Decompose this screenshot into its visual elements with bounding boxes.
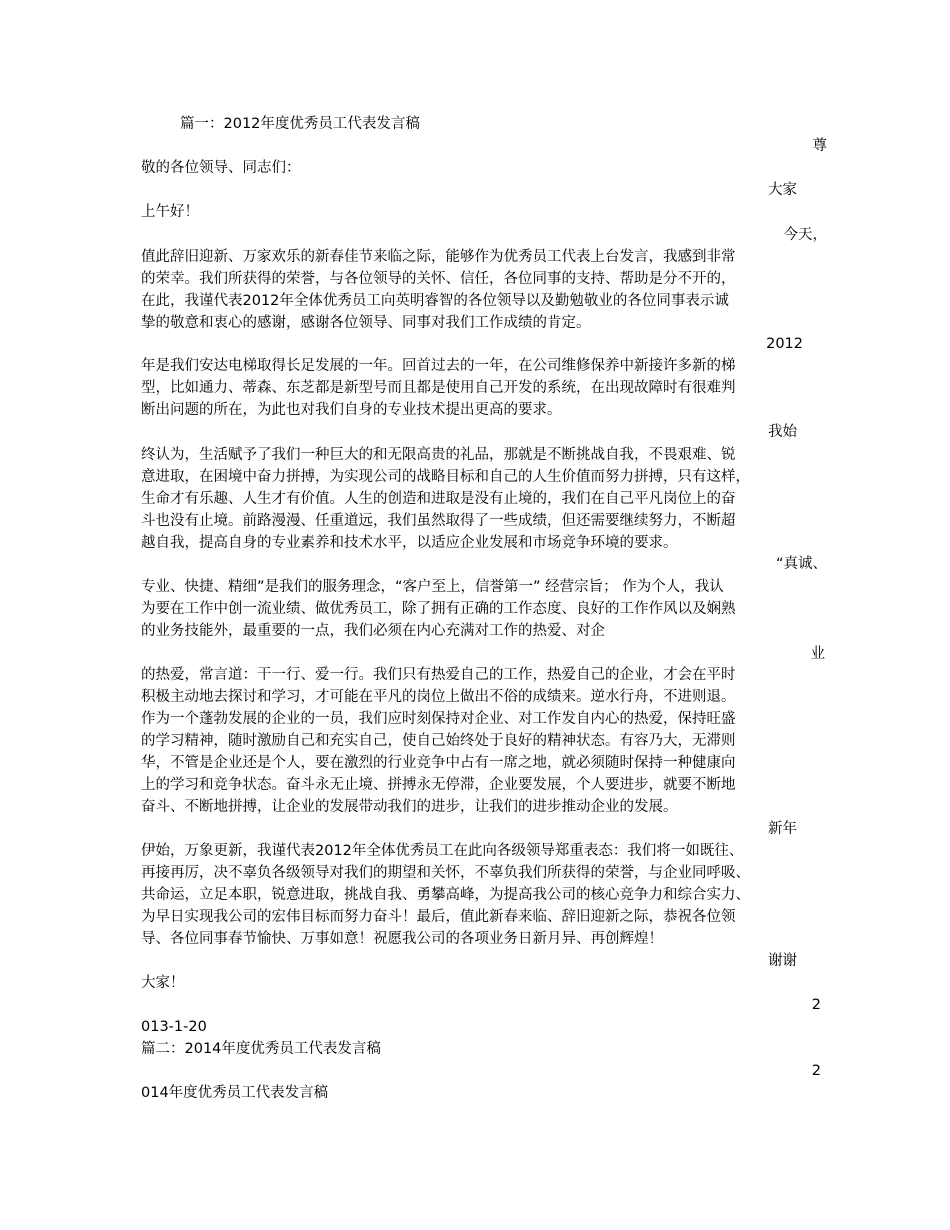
text-line: 奋斗、不断地拼搏，让企业的发展带动我们的进步，让我们的进步推动企业的发展。 <box>141 799 678 815</box>
text-line: 014年度优秀员工代表发言稿 <box>141 1085 329 1101</box>
text-line: 013-1-20 <box>141 1019 207 1035</box>
text-line: “真诚、 <box>775 556 827 572</box>
text-line: 作为一个蓬勃发展的企业的一员，我们应时刻保持对企业、对工作发自内心的热爱，保持旺盛 <box>141 711 736 727</box>
text-line: 敬的各位领导、同志们： <box>141 160 301 176</box>
text-line: 生命才有乐趣、人生才有价值。人生的创造和进取是没有止境的，我们在自己平凡岗位上的奋 <box>141 491 736 507</box>
text-line: 今天， <box>783 227 827 243</box>
text-line: 为早日实现我公司的宏伟目标而努力奋斗！最后，值此新春来临、辞旧迎新之际，恭祝各位领 <box>141 909 736 925</box>
section-title-1: 篇一：2012年度优秀员工代表发言稿 <box>180 116 420 132</box>
text-line: 共命运，立足本职，锐意进取，挑战自我、勇攀高峰，为提高我公司的核心竞争力和综合实力、 <box>141 887 750 903</box>
text-line: 为要在工作中创一流业绩、做优秀员工，除了拥有正确的工作态度、良好的工作作风以及娴熟 <box>141 601 736 617</box>
text-line: 越自我，提高自身的专业素养和技术水平，以适应企业发展和市场竞争环境的要求。 <box>141 535 678 551</box>
text-line: 再接再厉，决不辜负各级领导对我们的期望和关怀，不辜负我们所获得的荣誉，与企业同呼吸、 <box>141 865 750 881</box>
text-line: 断出问题的所在，为此也对我们自身的专业技术提出更高的要求。 <box>141 402 562 418</box>
text-line: 意进取，在困境中奋力拼搏，为实现公司的战略目标和自己的人生价值而努力拼搏，只有这样， <box>141 469 750 485</box>
text-line: 值此辞旧迎新、万家欢乐的新春佳节来临之际，能够作为优秀员工代表上台发言，我感到非常 <box>141 249 736 265</box>
text-line: 积极主动地去探讨和学习，才可能在平凡的岗位上做出不俗的成绩来。逆水行舟，不进则退。 <box>141 689 736 705</box>
text-line: 的热爱，常言道：干一行、爱一行。我们只有热爱自己的工作，热爱自己的企业，才会在平时 <box>141 667 736 683</box>
text-line: 斗也没有止境。前路漫漫、任重道远，我们虽然取得了一些成绩，但还需要继续努力，不断超 <box>141 513 736 529</box>
text-line: 年是我们安达电梯取得长足发展的一年。回首过去的一年，在公司维修保养中新接许多新的梯 <box>141 358 736 374</box>
text-line: 2 <box>811 997 821 1013</box>
text-line: 的业务技能外，最重要的一点，我们必须在内心充满对工作的热爱、对企 <box>141 623 605 639</box>
text-line: 导、各位同事春节愉快、万事如意！祝愿我公司的各项业务日新月异、再创辉煌！ <box>141 931 663 947</box>
text-line: 新年 <box>768 821 797 837</box>
text-line: 谢谢 <box>768 953 797 969</box>
text-line: 伊始，万象更新，我谨代表2012年全体优秀员工在此向各级领导郑重表态：我们将一如既往、 <box>141 843 744 859</box>
section-title-2: 篇二：2014年度优秀员工代表发言稿 <box>141 1041 381 1057</box>
text-line: 型，比如通力、蒂森、东芝都是新型号而且都是使用自己开发的系统，在出现故障时有很难判 <box>141 380 736 396</box>
text-line: 在此，我谨代表2012年全体优秀员工向英明睿智的各位领导以及勤勉敬业的各位同事表示诚 <box>141 293 729 309</box>
text-line: 挚的敬意和衷心的感谢，感谢各位领导、同事对我们工作成绩的肯定。 <box>141 315 591 331</box>
text-line: 的学习精神，随时激励自己和充实自己，使自己始终处于良好的精神状态。有容乃大，无滞则 <box>141 733 736 749</box>
text-line: 大家 <box>768 182 797 198</box>
text-line: 终认为，生活赋予了我们一种巨大的和无限高贵的礼品，那就是不断挑战自我，不畏艰难、锐 <box>141 447 736 463</box>
text-line: 业 <box>810 646 825 662</box>
text-line: 上的学习和竞争状态。奋斗永无止境、拼搏永无停滞，企业要发展，个人要进步，就要不断地 <box>141 777 736 793</box>
text-line: 尊 <box>812 138 827 154</box>
text-line: 我始 <box>768 424 797 440</box>
text-line: 上午好！ <box>141 204 199 220</box>
text-line: 大家！ <box>141 975 185 991</box>
text-line: 2 <box>811 1063 821 1079</box>
text-line: 的荣幸。我们所获得的荣誉，与各位领导的关怀、信任，各位同事的支持、帮助是分不开的， <box>141 271 736 287</box>
text-line: 华，不管是企业还是个人，要在激烈的行业竞争中占有一席之地，就必须随时保持一种健康向 <box>141 755 736 771</box>
text-line: 2012 <box>766 336 803 352</box>
text-line: 专业、快捷、精细”是我们的服务理念，“客户至上，信誉第一” 经营宗旨； 作为个人，我认 <box>141 579 724 595</box>
